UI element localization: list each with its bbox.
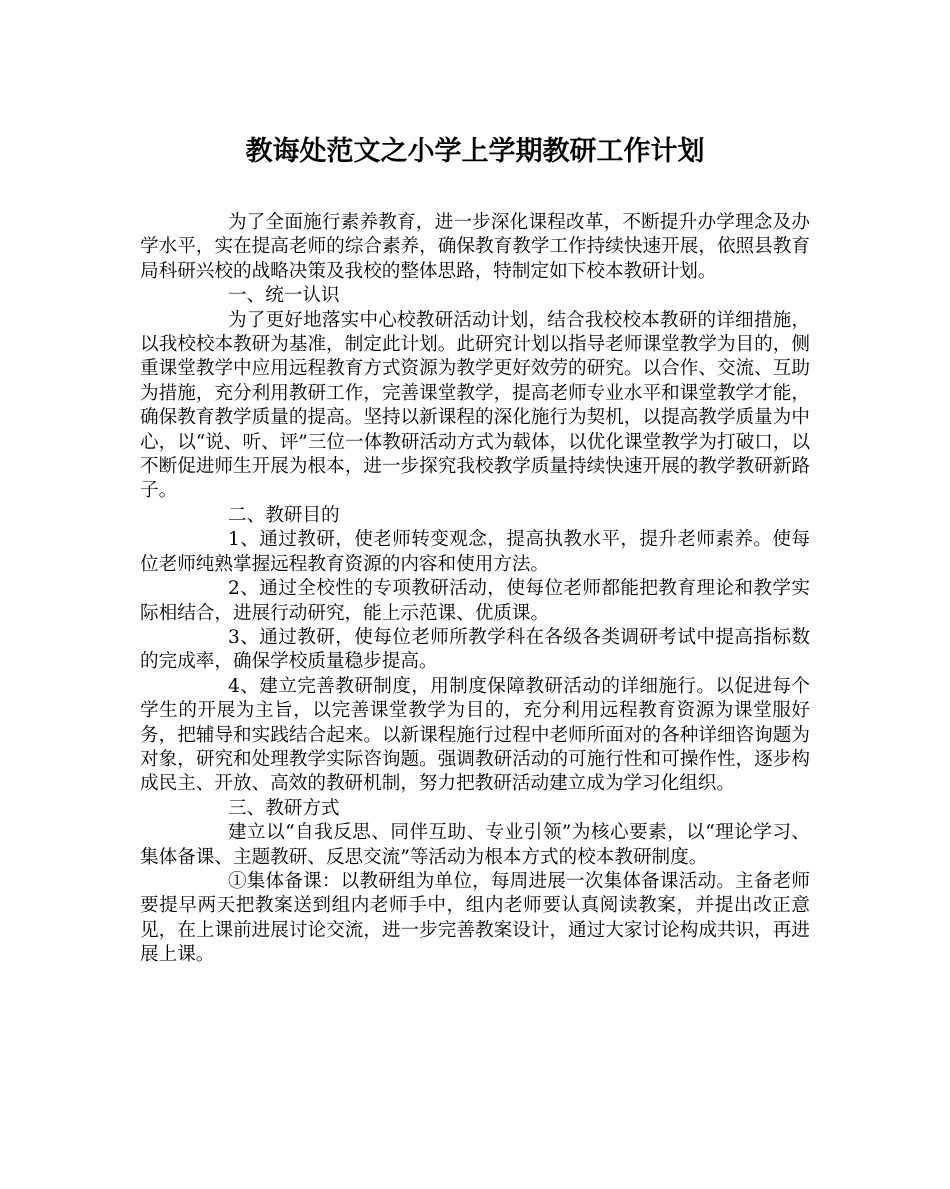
paragraph-unify-understanding: 为了更好地落实中心校教研活动计划，结合我校校本教研的详细措施，以我校校本教研为基准，制定此计划。此研究计划以指导老师课堂教学为目的，侧重课堂教学中应用远程教育方式资源为教学更好效劳的研究。以合作、交流、互助为措施，充分利用教研工作，完善课堂教学，提高老师专业水平和课堂教学才能，确保教育教学质量的提高。坚持以新课程的深化施行为契机，以提高教学质量为中心，以“说、听、评”三位一体教研活动方式为载体，以优化课堂教学为打破口，以不断促进师生开展为根本，进一步探究我校教学质量持续快速开展的教学教研新路子。 [140,309,810,502]
paragraph-methods-intro: 建立以“自我反思、同伴互助、专业引领”为核心要素，以“理论学习、集体备课、主题教研、反思交流”等活动为根本方式的校本教研制度。 [140,822,810,868]
paragraph-goal-1: 1、通过教研，使老师转变观念，提高执教水平，提升老师素养。使每位老师纯熟掌握远程教育资源的内容和使用方法。 [140,529,810,575]
paragraph-goal-2: 2、通过全校性的专项教研活动，使每位老师都能把教育理论和教学实际相结合，进展行动研究，能上示范课、优质课。 [140,578,810,624]
paragraph-goal-3: 3、通过教研，使每位老师所教学科在各级各类调研考试中提高指标数的完成率，确保学校质量稳步提高。 [140,626,810,673]
document-body [140,211,810,968]
paragraph-goal-4: 4、建立完善教研制度，用制度保障教研活动的详细施行。以促进每个学生的开展为主旨，以完善课堂教学为目的，充分利用远程教育资源为课堂服好务，把辅导和实践结合起来。以新课程施行过程中老师所面对的各种详细咨询题为对象，研究和处理教学实际咨询题。强调教研活动的可施行性和可操作性，逐步构成民主、开放、高效的教研机制，努力把教研活动建立成为学习化组织。 [140,675,810,795]
document-title: 教诲处范文之小学上学期教研工作计划 [245,136,705,167]
section-heading-research-methods: 三、教研方式 [228,797,340,819]
section-heading-research-goals: 二、教研目的 [228,504,340,526]
paragraph-collective-lesson-prep: ①集体备课：以教研组为单位，每周进展一次集体备课活动。主备老师要提早两天把教案送到组内老师手中，组内老师要认真阅读教案，并提出改正意见，在上课前进展讨论交流，进一步完善教案设计，通过大家讨论构成共识，再进展上课。 [140,870,810,966]
paragraph-intro: 为了全面施行素养教育，进一步深化课程改革，不断提升办学理念及办学水平，实在提高老师的综合素养，确保教育教学工作持续快速开展，依照县教育局科研兴校的战略决策及我校的整体思路，特制定如下校本教研计划。 [140,212,810,282]
section-heading-unify-understanding: 一、统一认识 [228,285,340,307]
